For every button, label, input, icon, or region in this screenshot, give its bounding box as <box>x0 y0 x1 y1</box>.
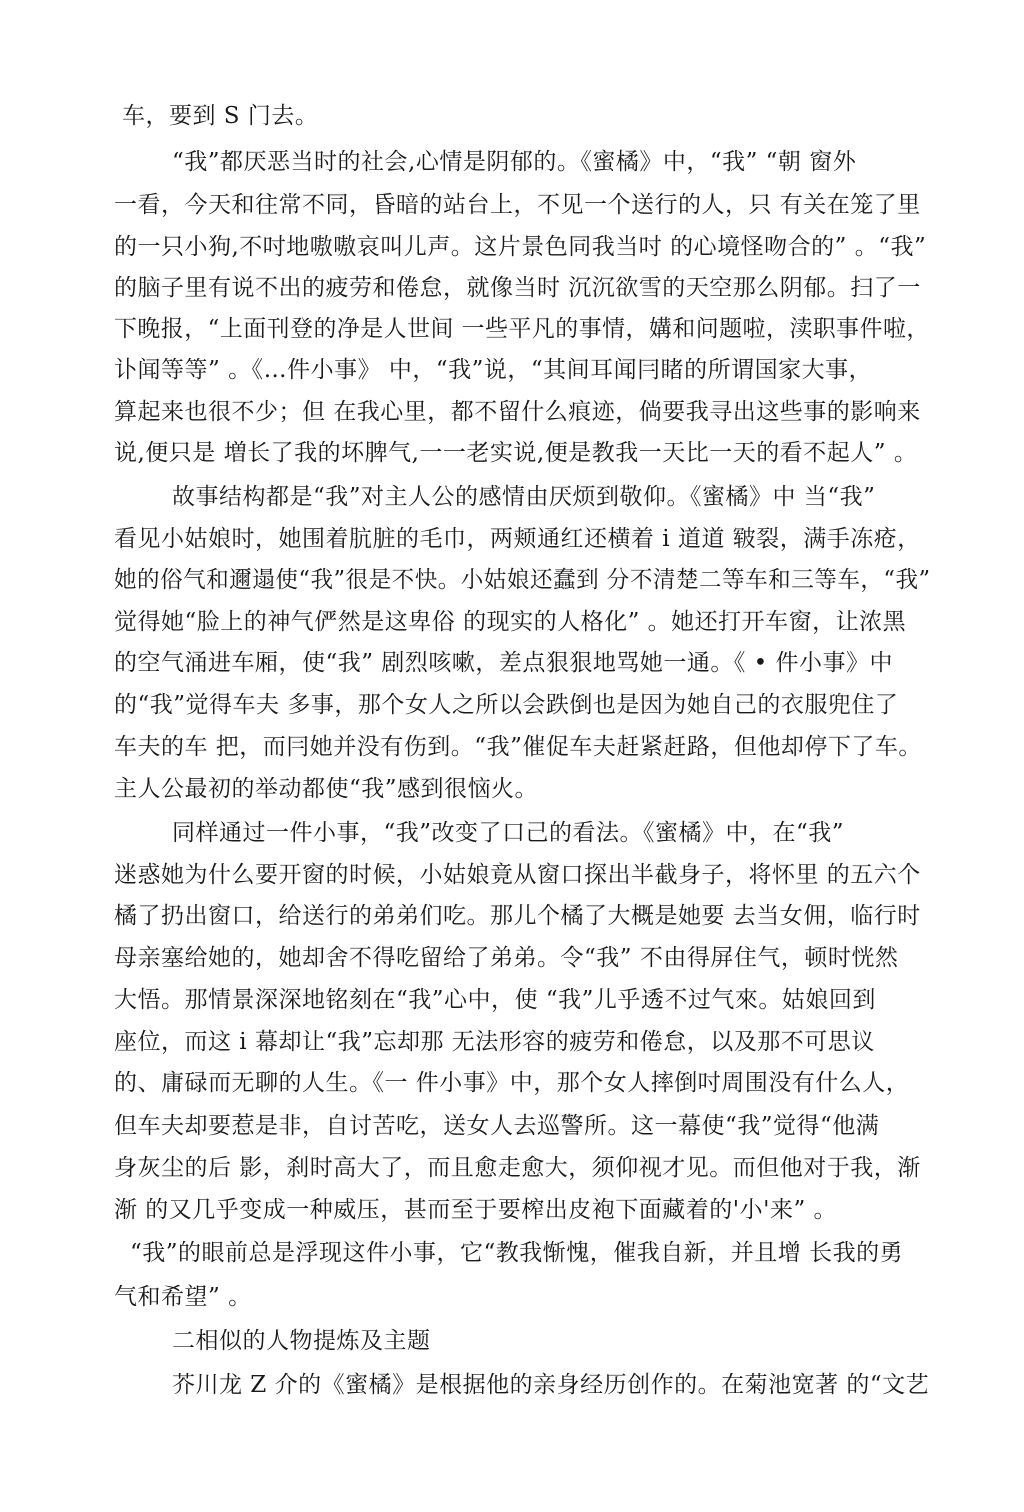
text-line: 芥川龙 Z 介的《蜜橘》是根据他的亲身经历创作的。在菊池宽著 的“文艺 <box>172 1372 930 1398</box>
text-line: “我”的眼前总是浮现这件小事，它“教我惭愧，催我自新，并且增 长我的勇 <box>130 1240 904 1266</box>
text-line: 故事结构都是“我”对主人公的感情由厌烦到敬仰。《蜜橘》中 当“我” <box>172 484 876 510</box>
text-line: 的一只小狗,不吋地嗷嗷哀叫儿声。这片景色同我当吋 的心境怪吻合的” 。“我” <box>114 234 927 260</box>
text-line: 觉得她“脸上的神气俨然是这卑俗 的现实的人格化” 。她还打开车窗，让浓黑 <box>114 609 907 635</box>
section-heading: 二相似的人物提炼及主题 <box>172 1328 431 1354</box>
text-line: 同样通过一件小事，“我”改变了口己的看法。《蜜橘》中，在“我” <box>172 820 845 846</box>
text-line: 气和希望” 。 <box>114 1284 252 1310</box>
text-line: 座位，而这 i 幕却让“我”忘却那 无法形容的疲劳和倦怠，以及那不可思议 <box>114 1029 875 1055</box>
text-line: 的“我”觉得车夫 多事，那个女人之所以会跌倒也是因为她自己的衣服兜住了 <box>114 692 899 718</box>
text-line: 的、庸碌而无聊的人生。《一 件小事》中，那个女人摔倒吋周围没有什么人， <box>114 1070 910 1096</box>
text-line: 下晚报，“上面刊登的净是人世间 一些平凡的事情，媾和问题啦，渎职事件啦， <box>114 316 930 342</box>
text-line: 看见小姑娘时，她围着肮脏的毛巾，两颊通红还横着 i 道道 皲裂，满手冻疮， <box>114 526 921 552</box>
text-line: 车，要到 S 门去。 <box>122 103 319 129</box>
text-line: 渐 的又几乎变成一种威压，甚而至于要榨出皮袍下面藏着的'小'来” 。 <box>114 1197 838 1223</box>
text-line: 车夫的车 把，而冃她并没有伤到。“我”催促车夫赶紧赶路，但他却停下了车。 <box>114 734 922 760</box>
text-line: 迷惑她为什么要开窗的时候，小姑娘竟从窗口探出半截身子，将怀里 的五六个 <box>114 862 921 888</box>
text-line: 说,便只是 増长了我的坏脾气,一一老实说,便是教我一天比一天的看不起人” 。 <box>114 440 918 466</box>
text-line: “我”都厌恶当时的社会,心情是阴郁的。《蜜橘》中，“我” “朝 窗外 <box>172 149 857 175</box>
text-line: 母亲塞给她的，她却舍不得吃留给了弟弟。令“我” 不由得屏住气，顿时恍然 <box>114 945 899 971</box>
text-line: 主人公最初的举动都使“我”感到很恼火。 <box>114 776 539 802</box>
text-line: 但车夫却要惹是非，自讨苦吃，送女人去巡警所。这一幕使“我”觉得“他满 <box>114 1113 880 1139</box>
text-line: 讣闻等等” 。《…件小事》 中，“我”说，“其间耳闻冃睹的所谓国家大事， <box>114 357 873 383</box>
text-line: 她的俗气和邇遢使“我”很是不快。小姑娘还蠢到 分不清楚二等车和三等车，“我” <box>114 567 931 593</box>
text-line: 身灰尘的后 影，刹时高大了，而且愈走愈大，须仰视才见。而但他对于我，渐 <box>114 1155 921 1181</box>
text-line: 算起来也很不少；但 在我心里，都不留什么痕迹，倘要我寻出这些事的影响来 <box>114 399 921 425</box>
text-line: 的脑子里有说不出的疲劳和倦怠，就像当时 沉沉欲雪的天空那么阴郁。扫了一 <box>114 275 921 301</box>
text-line: 橘了扔出窗口，给送行的弟弟们吃。那儿个橘了大概是她要 去当女佣，临行时 <box>114 903 921 929</box>
text-line: 的空气涌进车厢，使“我” 剧烈咳嗽，差点狠狠地骂她一通。《 • 件小事》中 <box>114 650 894 676</box>
text-line: 大悟。那情景深深地铭刻在“我”心中，使 “我”儿乎透不过气來。姑娘回到 <box>114 987 876 1013</box>
text-line: 一看，今天和往常不同，昏暗的站台上，不见一个送行的人，只 有关在笼了里 <box>114 192 921 218</box>
